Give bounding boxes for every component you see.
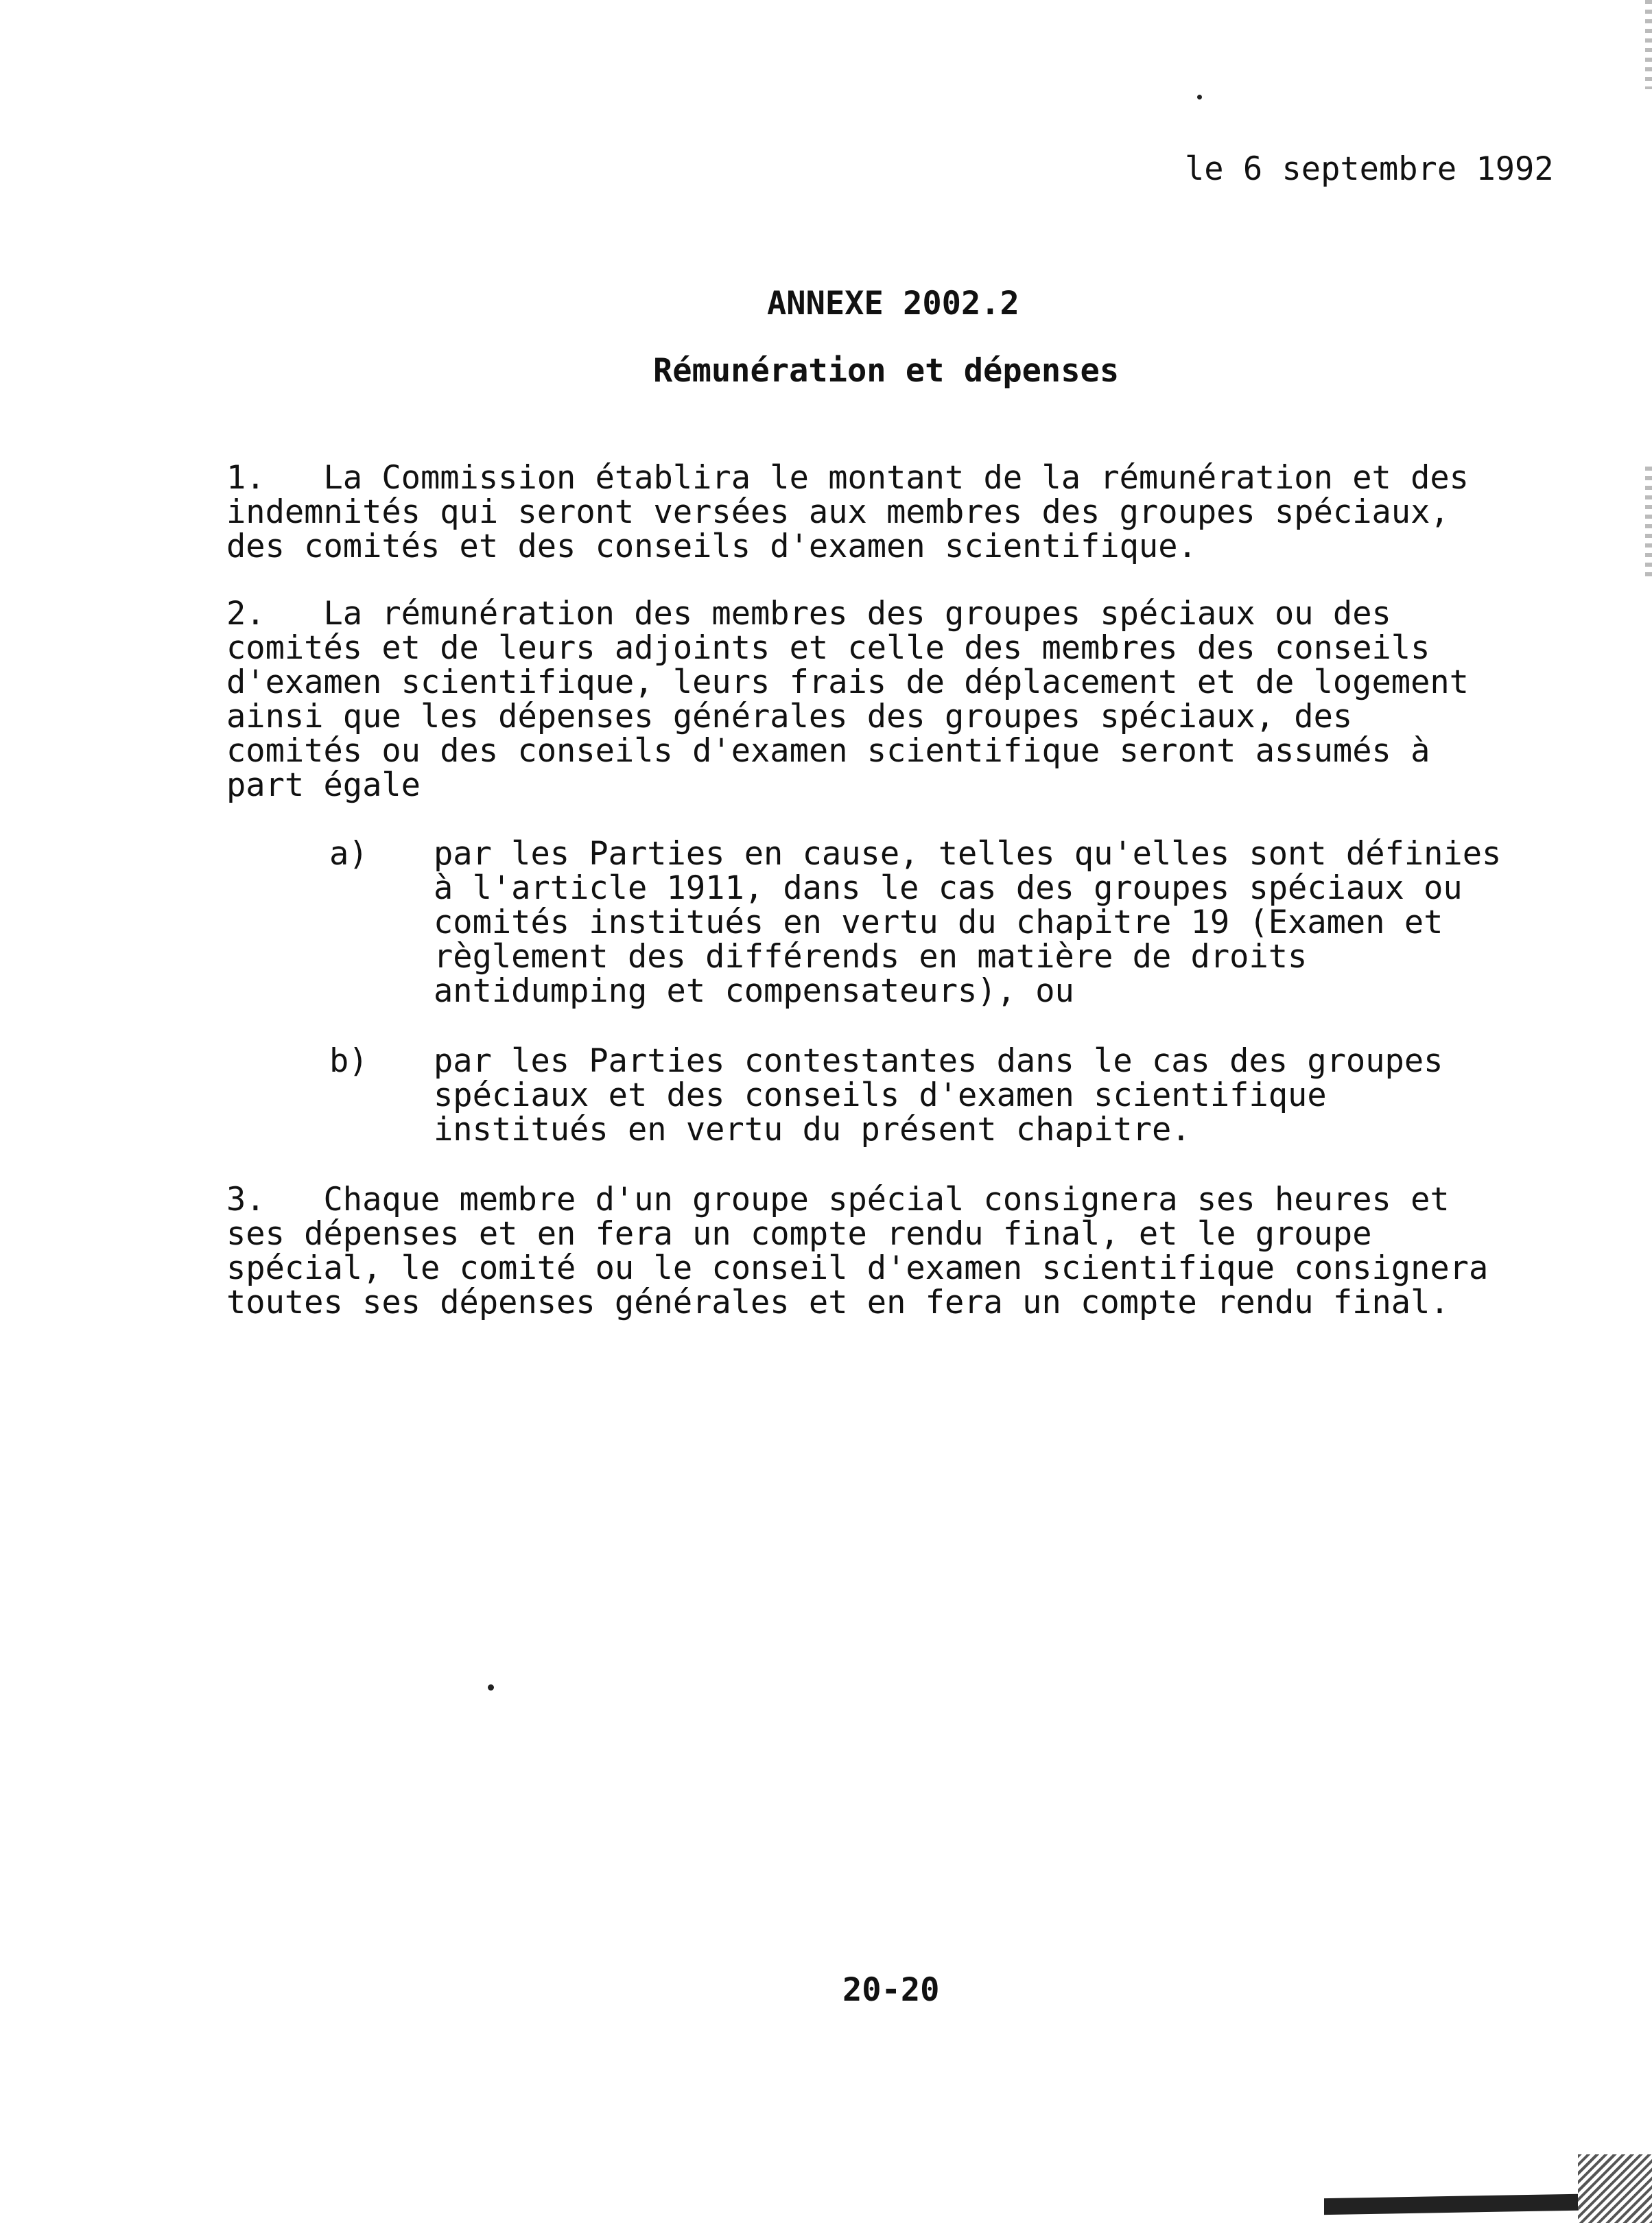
paragraph-line: 3. Chaque membre d'un groupe spécial consignera ses heures et [226,1181,1450,1219]
paragraph-line: comités et de leurs adjoints et celle des membres des conseils [226,629,1430,667]
paragraph-line: comités ou des conseils d'examen scientifique seront assumés à [226,732,1430,770]
document-date: le 6 septembre 1992 [1185,150,1554,188]
list-item-line: antidumping et compensateurs), ou [434,972,1074,1010]
scan-corner-artifact [1578,2154,1652,2223]
list-item-line: par les Parties contestantes dans le cas des groupes [434,1042,1443,1080]
paragraph-line: toutes ses dépenses générales et en fera un compte rendu final. [226,1284,1450,1321]
paragraph-line: spécial, le comité ou le conseil d'examen scientifique consignera [226,1249,1489,1287]
paragraph-line: ses dépenses et en fera un compte rendu final, et le groupe [226,1215,1372,1253]
paragraph-line: 2. La rémunération des membres des groupes spéciaux ou des [226,595,1391,633]
list-item-line: spéciaux et des conseils d'examen scientifique [434,1076,1327,1114]
list-marker: b) [329,1042,368,1080]
paragraph-line: d'examen scientifique, leurs frais de déplacement et de logement [226,663,1469,701]
list-item-line: par les Parties en cause, telles qu'elles sont définies [434,835,1502,873]
scan-edge-mark [1645,467,1652,576]
page-number: 20-20 [842,1971,940,2009]
annex-title: ANNEXE 2002.2 [767,285,1019,322]
paragraph-line: part égale [226,766,421,804]
paragraph-line: 1. La Commission établira le montant de la rémunération et des [226,459,1469,497]
scan-edge-mark [1645,0,1652,89]
list-item-line: règlement des différends en matière de droits [434,938,1308,976]
scan-speck [488,1684,494,1691]
scan-speck [1197,95,1202,99]
list-item-line: à l'article 1911, dans le cas des groupes spéciaux ou [434,869,1463,907]
list-item-line: comités institués en vertu du chapitre 19 (Examen et [434,904,1443,941]
paragraph-line: des comités et des conseils d'examen scientifique. [226,528,1197,565]
paragraph-line: indemnités qui seront versées aux membres des groupes spéciaux, [226,493,1450,531]
list-marker: a) [329,835,368,873]
annex-subtitle: Rémunération et dépenses [653,352,1120,390]
paragraph-line: ainsi que les dépenses générales des groupes spéciaux, des [226,698,1353,735]
list-item-line: institués en vertu du présent chapitre. [434,1111,1191,1149]
